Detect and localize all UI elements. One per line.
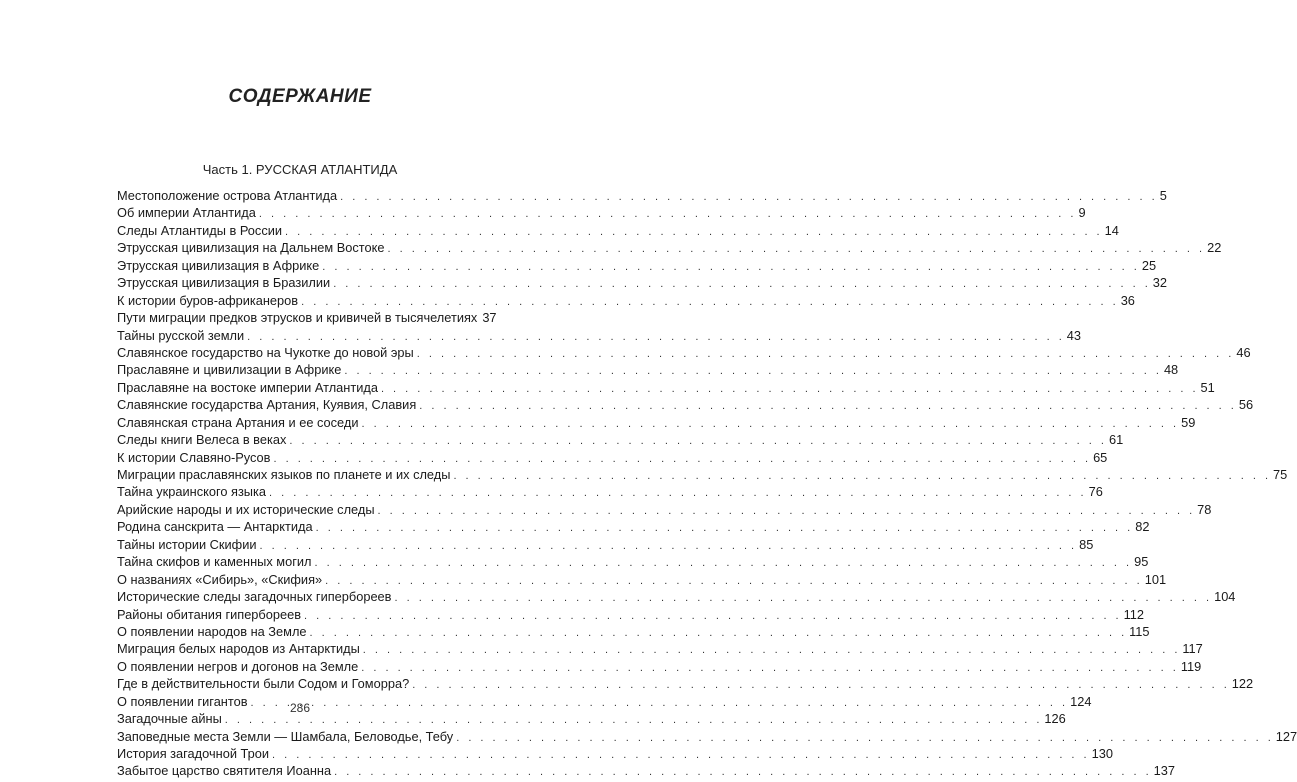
toc-entry-title: Этрусская цивилизация в Бразилии — [117, 275, 331, 291]
toc-entry-title: Тайны русской земли — [117, 327, 245, 343]
toc-entry — [117, 414, 1196, 431]
toc-entry — [117, 396, 1254, 413]
toc-entry-title: Этрусская цивилизация в Африке — [117, 257, 320, 273]
toc-entry-page: 119 — [1180, 658, 1202, 674]
toc-entry — [117, 466, 1288, 483]
toc-entry-page: 5 — [1159, 188, 1167, 203]
toc-entry — [117, 187, 1167, 204]
toc-entry — [117, 483, 1103, 500]
toc-entry-page: 56 — [1238, 397, 1254, 413]
toc-entry-page: 37 — [482, 310, 497, 326]
toc-entry-page: 78 — [1197, 501, 1212, 517]
toc-dot-leader — [363, 642, 1181, 659]
toc-entry-page: 9 — [1078, 205, 1086, 221]
toc-entry-page: 43 — [1066, 327, 1081, 343]
toc-entry — [117, 536, 1094, 553]
toc-entry-page: 85 — [1079, 536, 1094, 552]
toc-entry-page: 115 — [1129, 623, 1150, 639]
toc-entry-title: Славянская страна Артания и ее соседи — [117, 414, 359, 430]
toc-entry-title: О появлении гигантов — [117, 693, 248, 709]
toc-entry-page: 101 — [1144, 571, 1167, 587]
toc-entry — [117, 292, 1135, 309]
toc-dot-leader — [269, 485, 1087, 502]
toc-entry-page: 122 — [1231, 676, 1254, 692]
toc-dot-leader — [419, 398, 1237, 415]
toc-entry-page: 137 — [1153, 763, 1176, 779]
toc-entry-title: Тайны истории Скифии — [117, 536, 257, 552]
toc-entry-page: 117 — [1182, 641, 1203, 657]
toc-entry — [117, 431, 1124, 448]
toc-entry-page: 127 — [1275, 728, 1297, 744]
toc-entry-title: О названиях «Сибирь», «Скифия» — [117, 571, 323, 587]
toc-entry-page: 95 — [1134, 554, 1149, 570]
toc-entry-title: Пути миграции предков этрусков и кривичей в тысячелетиях — [117, 310, 478, 326]
toc-dot-leader — [381, 381, 1199, 398]
toc-dot-leader — [315, 555, 1133, 572]
toc-entry-title: Миграция белых народов из Антарктиды — [117, 641, 360, 657]
toc-entry-page: 61 — [1108, 432, 1124, 448]
toc-entry-page: 130 — [1091, 746, 1113, 761]
toc-entry-page: 46 — [1236, 344, 1251, 360]
toc-entry-title: Тайна скифов и каменных могил — [117, 554, 312, 570]
toc-entry-title: Местоположение острова Атлантида — [117, 188, 338, 203]
toc-entry — [117, 204, 1086, 221]
part-heading: Часть 1. РУССКАЯ АТЛАНТИДА — [202, 162, 398, 177]
toc-entry-page: 48 — [1163, 362, 1179, 378]
toc-entry-page: 124 — [1070, 693, 1092, 709]
toc-dot-leader — [310, 625, 1128, 642]
toc-entry-title: Загадочные айны — [117, 711, 222, 727]
toc-dot-leader — [272, 747, 1090, 764]
toc-entry-page: 25 — [1141, 257, 1157, 273]
toc-entry-page: 59 — [1181, 414, 1196, 430]
toc-dot-leader — [361, 660, 1179, 677]
toc-entry — [117, 501, 1212, 518]
toc-entry-page: 104 — [1214, 589, 1236, 605]
toc-dot-leader — [417, 346, 1235, 363]
toc-entry-title: О появлении негров и догонов на Земле — [117, 658, 359, 674]
toc-entry-page: 65 — [1093, 449, 1108, 465]
toc-entry-title: Где в действительности были Содом и Гоморра? — [117, 676, 410, 692]
toc-entry-page: 14 — [1104, 222, 1119, 238]
toc-dot-leader — [316, 520, 1134, 537]
toc-dot-leader — [362, 416, 1180, 433]
toc-entry — [117, 623, 1150, 640]
toc-entry-title: Исторические следы загадочных гипербореев — [117, 589, 392, 605]
toc-entry — [117, 239, 1222, 256]
toc-entry-page: 51 — [1200, 379, 1215, 395]
toc-entry — [117, 675, 1254, 692]
toc-dot-leader — [378, 503, 1196, 520]
toc-entry — [117, 571, 1167, 588]
toc-entry-title: К истории буров-африканеров — [117, 292, 299, 308]
toc-entry-page: 75 — [1273, 467, 1288, 482]
toc-entry-page: 76 — [1088, 484, 1103, 500]
toc-entry — [117, 449, 1108, 466]
toc-dot-leader — [322, 259, 1140, 276]
table-of-contents — [117, 187, 1297, 780]
toc-entry — [117, 327, 1081, 344]
toc-entry — [117, 257, 1157, 274]
toc-entry-title: Арийские народы и их исторические следы — [117, 501, 375, 517]
toc-dot-leader — [333, 276, 1151, 293]
toc-dot-leader — [412, 677, 1230, 694]
toc-entry-title: Заповедные места Земли — Шамбала, Беловодье, Тебу — [117, 728, 454, 744]
toc-dot-leader — [334, 764, 1152, 781]
toc-dot-leader — [388, 241, 1206, 258]
toc-entry-title: Праславяне и цивилизации в Африке — [117, 362, 342, 378]
toc-entry — [117, 640, 1203, 657]
toc-entry-title: Следы книги Велеса в веках — [117, 432, 287, 448]
toc-entry — [117, 745, 1113, 762]
toc-dot-leader — [259, 206, 1077, 223]
toc-entry-title: Миграции праславянских языков по планете и их следы — [117, 467, 451, 482]
toc-dot-leader — [260, 538, 1078, 555]
toc-entry — [117, 762, 1176, 779]
page-number: 286 — [289, 701, 311, 715]
toc-entry — [117, 274, 1168, 291]
toc-entry — [117, 344, 1251, 361]
toc-entry-title: Об империи Атлантида — [117, 205, 256, 221]
toc-entry-title: Праславяне на востоке империи Атлантида — [117, 379, 378, 395]
toc-entry — [117, 728, 1297, 745]
toc-entry — [117, 553, 1149, 570]
toc-entry — [117, 222, 1119, 239]
toc-entry — [117, 658, 1202, 675]
toc-dot-leader — [394, 590, 1212, 607]
toc-entry — [117, 518, 1150, 535]
toc-entry-title: Тайна украинского языка — [117, 484, 267, 500]
toc-dot-leader — [285, 224, 1103, 241]
toc-entry — [117, 309, 497, 326]
toc-entry-page: 82 — [1135, 519, 1150, 535]
toc-entry — [117, 606, 1145, 623]
page-title: СОДЕРЖАНИЕ — [228, 86, 372, 107]
toc-entry-title: Славянские государства Артания, Куявия, Славия — [117, 397, 417, 413]
toc-entry — [117, 361, 1179, 378]
toc-entry — [117, 588, 1236, 605]
toc-entry — [117, 379, 1215, 396]
toc-entry-page: 32 — [1152, 275, 1168, 291]
toc-entry-page: 112 — [1123, 606, 1145, 622]
toc-dot-leader — [289, 433, 1107, 450]
toc-dot-leader — [304, 608, 1122, 625]
toc-entry-title: Следы Атлантиды в России — [117, 222, 283, 238]
toc-entry-page: 22 — [1207, 240, 1222, 256]
toc-entry-title: Забытое царство святителя Иоанна — [117, 763, 332, 779]
toc-dot-leader — [456, 730, 1274, 747]
toc-entry-title: Родина санскрита — Антарктида — [117, 519, 313, 535]
toc-entry-title: К истории Славяно-Русов — [117, 449, 271, 465]
toc-entry-title: Славянское государство на Чукотке до новой эры — [117, 344, 414, 360]
toc-entry-page: 126 — [1044, 711, 1066, 727]
toc-entry-title: История загадочной Трои — [117, 746, 270, 761]
toc-dot-leader — [325, 573, 1143, 590]
toc-dot-leader — [453, 468, 1271, 485]
toc-entry-title: О появлении народов на Земле — [117, 623, 307, 639]
toc-entry-page: 36 — [1120, 292, 1135, 308]
toc-entry-title: Районы обитания гипербореев — [117, 606, 302, 622]
toc-dot-leader — [344, 363, 1162, 380]
toc-dot-leader — [340, 189, 1158, 206]
toc-entry-title: Этрусская цивилизация на Дальнем Востоке — [117, 240, 385, 256]
